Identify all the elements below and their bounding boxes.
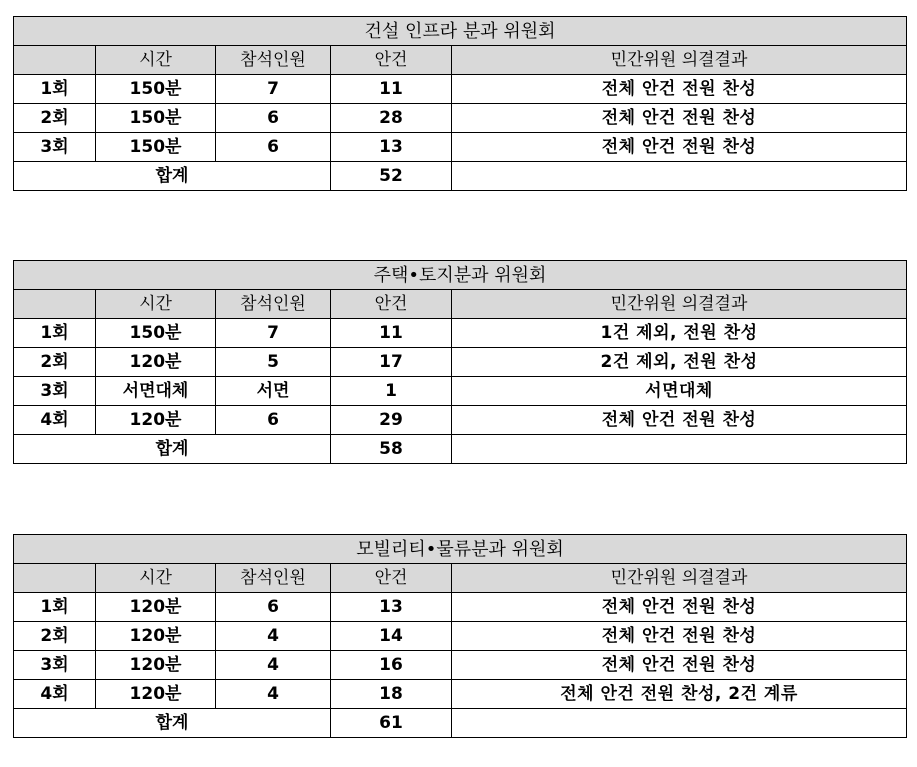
attendees-cell: 4 [216, 651, 331, 680]
items-cell: 11 [331, 319, 452, 348]
attendees-cell: 7 [216, 75, 331, 104]
result-cell: 전체 안건 전원 찬성, 2건 계류 [452, 680, 907, 709]
header-result: 민간위원 의결결과 [452, 290, 907, 319]
header-items: 안건 [331, 46, 452, 75]
table-row [14, 319, 907, 348]
result-cell: 전체 안건 전원 찬성 [452, 75, 907, 104]
attendees-cell: 7 [216, 319, 331, 348]
total-items: 61 [331, 709, 452, 738]
items-cell: 11 [331, 75, 452, 104]
header-attendees: 참석인원 [216, 290, 331, 319]
items-cell: 13 [331, 133, 452, 162]
header-blank [14, 564, 96, 593]
items-cell: 17 [331, 348, 452, 377]
table-row [14, 651, 907, 680]
total-label: 합계 [14, 709, 331, 738]
total-row [14, 162, 907, 191]
attendees-cell: 6 [216, 406, 331, 435]
items-cell: 1 [331, 377, 452, 406]
items-cell: 28 [331, 104, 452, 133]
time-cell: 120분 [96, 680, 216, 709]
committee-table-construction [13, 16, 907, 191]
attendees-cell: 4 [216, 622, 331, 651]
session-cell: 4회 [14, 406, 96, 435]
header-attendees: 참석인원 [216, 46, 331, 75]
session-cell: 1회 [14, 593, 96, 622]
total-items: 58 [331, 435, 452, 464]
time-cell: 150분 [96, 133, 216, 162]
time-cell: 120분 [96, 651, 216, 680]
attendees-cell: 6 [216, 133, 331, 162]
attendees-cell: 5 [216, 348, 331, 377]
header-row [14, 564, 907, 593]
session-cell: 4회 [14, 680, 96, 709]
total-items: 52 [331, 162, 452, 191]
result-cell: 전체 안건 전원 찬성 [452, 133, 907, 162]
time-cell: 서면대체 [96, 377, 216, 406]
session-cell: 2회 [14, 348, 96, 377]
result-cell: 전체 안건 전원 찬성 [452, 406, 907, 435]
result-cell: 전체 안건 전원 찬성 [452, 622, 907, 651]
header-attendees: 참석인원 [216, 564, 331, 593]
session-cell: 1회 [14, 75, 96, 104]
items-cell: 13 [331, 593, 452, 622]
header-row [14, 290, 907, 319]
attendees-cell: 4 [216, 680, 331, 709]
result-cell: 전체 안건 전원 찬성 [452, 593, 907, 622]
table-title: 모빌리티•물류분과 위원회 [14, 535, 907, 564]
header-result: 민간위원 의결결과 [452, 564, 907, 593]
attendees-cell: 6 [216, 593, 331, 622]
items-cell: 16 [331, 651, 452, 680]
total-row [14, 709, 907, 738]
result-cell: 2건 제외, 전원 찬성 [452, 348, 907, 377]
items-cell: 14 [331, 622, 452, 651]
attendees-cell: 6 [216, 104, 331, 133]
total-label: 합계 [14, 435, 331, 464]
table-row [14, 104, 907, 133]
result-cell: 전체 안건 전원 찬성 [452, 104, 907, 133]
time-cell: 120분 [96, 622, 216, 651]
session-cell: 2회 [14, 104, 96, 133]
committee-table-housing [13, 260, 907, 464]
time-cell: 150분 [96, 75, 216, 104]
table-row [14, 75, 907, 104]
table-row [14, 593, 907, 622]
table-row [14, 622, 907, 651]
header-result: 민간위원 의결결과 [452, 46, 907, 75]
session-cell: 3회 [14, 133, 96, 162]
committee-table-mobility [13, 534, 907, 738]
time-cell: 150분 [96, 319, 216, 348]
table-title: 주택•토지분과 위원회 [14, 261, 907, 290]
table-title: 건설 인프라 분과 위원회 [14, 17, 907, 46]
time-cell: 150분 [96, 104, 216, 133]
table-row [14, 377, 907, 406]
session-cell: 1회 [14, 319, 96, 348]
session-cell: 2회 [14, 622, 96, 651]
result-cell: 전체 안건 전원 찬성 [452, 651, 907, 680]
header-items: 안건 [331, 290, 452, 319]
table-row [14, 406, 907, 435]
attendees-cell: 서면 [216, 377, 331, 406]
header-row [14, 46, 907, 75]
table-row [14, 348, 907, 377]
time-cell: 120분 [96, 593, 216, 622]
total-label: 합계 [14, 162, 331, 191]
table-row [14, 680, 907, 709]
result-cell: 서면대체 [452, 377, 907, 406]
items-cell: 29 [331, 406, 452, 435]
time-cell: 120분 [96, 348, 216, 377]
header-time: 시간 [96, 46, 216, 75]
total-result-blank [452, 709, 907, 738]
items-cell: 18 [331, 680, 452, 709]
session-cell: 3회 [14, 377, 96, 406]
header-items: 안건 [331, 564, 452, 593]
header-time: 시간 [96, 290, 216, 319]
total-result-blank [452, 435, 907, 464]
time-cell: 120분 [96, 406, 216, 435]
table-row [14, 133, 907, 162]
session-cell: 3회 [14, 651, 96, 680]
header-time: 시간 [96, 564, 216, 593]
total-row [14, 435, 907, 464]
result-cell: 1건 제외, 전원 찬성 [452, 319, 907, 348]
header-blank [14, 290, 96, 319]
header-blank [14, 46, 96, 75]
total-result-blank [452, 162, 907, 191]
